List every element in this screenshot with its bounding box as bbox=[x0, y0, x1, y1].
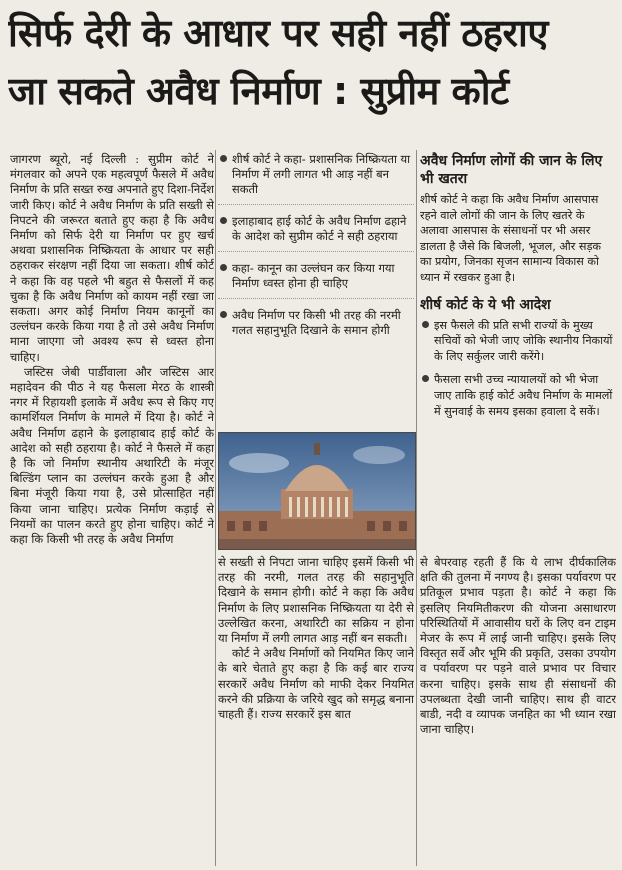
ground bbox=[219, 539, 415, 549]
order-item bbox=[420, 372, 616, 419]
headline-line-2: जा सकते अवैध निर्माण : सुप्रीम कोर्ट bbox=[8, 69, 509, 113]
highlight-text: इलाहाबाद हाई कोर्ट के अवैध निर्माण ढहाने के आदेश को सुप्रीम कोर्ट ने सही ठहराया bbox=[232, 214, 407, 243]
highlight-item bbox=[218, 152, 414, 205]
column-divider bbox=[416, 150, 417, 866]
sidebar-text: शीर्ष कोर्ट ने कहा कि अवैध निर्माण आसपास रहने वाले लोगों की जान के लिए खतरे के अलावा आसपास के संसाधनों पर भी असर डालता है जैसे कि बिजली, भूजल, और सड़क का प्रयोग, जिनका सृजन सामान्य विकास को ध्यान में रखकर हुआ है। bbox=[420, 193, 602, 284]
cloud bbox=[229, 453, 289, 473]
bullet-icon bbox=[422, 321, 429, 328]
sidebar-heading-orders: शीर्ष कोर्ट के ये भी आदेश bbox=[420, 296, 551, 313]
article-column-2 bbox=[218, 555, 414, 865]
highlight-text: कहा- कानून का उल्लंघन कर किया गया निर्माण ध्वस्त होना ही चाहिए bbox=[232, 261, 395, 290]
article-column-3 bbox=[420, 555, 616, 865]
bullet-icon bbox=[220, 155, 227, 162]
order-text: फैसला सभी उच्च न्यायालयों को भी भेजा जाए ताकि हाई कोर्ट अवैध निर्माण के मामलों में सुनवाई के समय इसका हवाला दे सकें। bbox=[434, 373, 613, 418]
order-item bbox=[420, 318, 616, 365]
dome-finial bbox=[314, 443, 320, 455]
bullet-icon bbox=[220, 264, 227, 271]
highlight-text: शीर्ष कोर्ट ने कहा- प्रशासनिक निष्क्रियता या निर्माण में लगी लागत भी आड़ नहीं बन सकती bbox=[232, 152, 411, 196]
highlight-item bbox=[218, 261, 414, 299]
highlight-item bbox=[218, 214, 414, 252]
headline bbox=[8, 4, 614, 120]
supreme-court-illustration bbox=[219, 433, 415, 549]
supreme-court-photo bbox=[218, 432, 416, 550]
column-divider bbox=[215, 150, 216, 866]
highlights-list bbox=[218, 152, 414, 354]
article-paragraph: कोर्ट ने अवैध निर्माणों को नियमित किए जाने के बारे चेताते हुए कहा है कि कई बार राज्य सरकारें अवैध निर्माण को माफी देकर नियमित करने की प्रक्रिया के जरिये खुद को समृद्ध बनाना चाहती हैं। राज्य सरकारें इस बात bbox=[218, 646, 414, 722]
article-paragraph: जस्टिस जेबी पार्डीवाला और जस्टिस आर महादेवन की पीठ ने यह फैसला मेरठ के शास्त्री नगर में रिहायशी इलाके में अवैध रूप से किए गए कामर्शियल निर्माण के मामले में दिया है। कोर्ट ने अवैध निर्माण ढहाने के इलाहाबाद हाई कोर्ट के आदेश को सही ठहराया है। कोर्ट ने फैसले में कहा है कि जो निर्माण स्थानीय अथारिटी के मंजूर बिल्डिंग प्लान का उल्लंघन करके हुआ है और बिना मंजूरी किया गया है, उसे प्रोत्साहित नहीं किया जाना चाहिए। प्रत्येक निर्माण कड़ाई से नियमों का पालन करते हुए होना चाहिए। कोर्ट ने कहा कि किसी भी तरह के अवैध निर्माण bbox=[10, 364, 214, 547]
article-paragraph: जागरण ब्यूरो, नई दिल्ली : सुप्रीम कोर्ट ने मंगलवार को अपने एक महत्वपूर्ण फैसले में अवैध निर्माण के प्रति सख्त रुख अपनाते हुए दिशा-निर्देश जारी किए। कोर्ट ने अवैध निर्माण के प्रति सख्ती से निपटने की जरूरत बताते हुए कहा है कि अवैध निर्माण को सिर्फ देरी या निर्माण पर हुए खर्च अथवा प्रशासनिक निष्क्रियता के आधार पर सही ठहराकर संरक्षण नहीं दिया जा सकता। शीर्ष कोर्ट ने कहा कि वह पहले भी बहुत से फैसलों में कह चुका है कि अवैध निर्माण को कायम नहीं रखा जा सकता। अगर कोई निर्माण नियम कानूनों का उल्लंघन करके किया गया है तो उसे अवैध निर्माण माना जाएगा जो अवश्य रूप से ध्वस्त होना चाहिए। bbox=[10, 152, 214, 364]
highlight-item bbox=[218, 308, 414, 345]
order-text: इस फैसले की प्रति सभी राज्यों के मुख्य सचिवों को भेजी जाए जोकि स्थानीय निकायों के लिए सर्कुलर जारी करेंगे। bbox=[434, 318, 613, 363]
article-column-1 bbox=[10, 152, 214, 866]
sidebar-box bbox=[420, 152, 616, 427]
highlight-text: अवैध निर्माण पर किसी भी तरह की नरमी गलत सहानुभूति दिखाने के समान होगी bbox=[232, 308, 401, 337]
bullet-icon bbox=[220, 217, 227, 224]
orders-list bbox=[420, 318, 616, 420]
sidebar-heading-danger: अवैध निर्माण लोगों की जान के लिए भी खतरा bbox=[420, 153, 603, 187]
headline-line-1: सिर्फ देरी के आधार पर सही नहीं ठहराए bbox=[8, 11, 548, 55]
cloud bbox=[353, 446, 405, 464]
bullet-icon bbox=[220, 311, 227, 318]
bullet-icon bbox=[422, 375, 429, 382]
article-paragraph: से सख्ती से निपटा जाना चाहिए इसमें किसी भी तरह की नरमी, गलत तरह की सहानुभूति दिखाने के समान होगी। कोर्ट ने कहा कि अवैध निर्माण के लिए प्रशासनिक निष्क्रियता या देरी से उल्लेखित करना, अथारिटी का सक्रिय न होना या निर्माण में लगी लागत आड़ नहीं बन सकती। bbox=[218, 555, 414, 646]
article-paragraph: से बेपरवाह रहती हैं कि ये लाभ दीर्घकालिक क्षति की तुलना में नगण्य है। इसका पर्यावरण पर प्रतिकूल प्रभाव पड़ता है। कोर्ट ने कहा कि इसलिए नियमितीकरण की योजना असाधारण परिस्थितियों में आवासीय घरों के लिए वन टाइम मेजर के रूप में लाई जानी चाहिए। इसके लिए विस्तृत सर्वे और भूमि की प्रकृति, उसका उपयोग व पर्यावरण पर पड़ने वाले प्रभाव पर विचार करना चाहिए। इसके साथ ही संसाधनों की उपलब्धता देखी जानी चाहिए। साथ ही वाटर बाडी, नदी व व्यापक जनहित का भी ध्यान रखा जाना चाहिए। bbox=[420, 555, 616, 737]
